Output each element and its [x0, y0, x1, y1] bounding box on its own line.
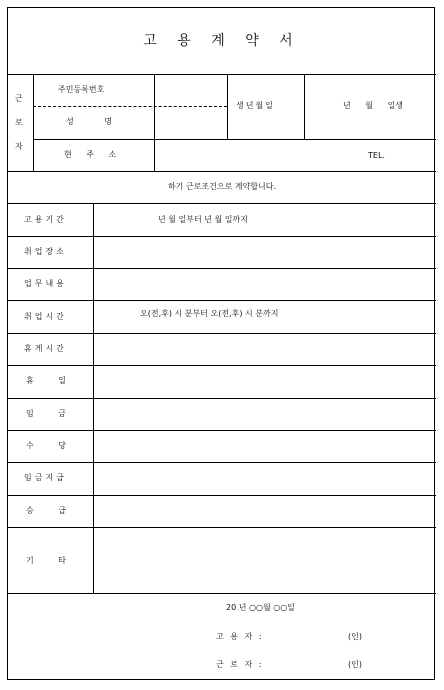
worker-seal: (인) [348, 660, 362, 669]
divider [304, 74, 305, 139]
divider [8, 171, 436, 172]
worker-label-2: 로 [15, 118, 23, 127]
tel-label: TEL. [368, 151, 385, 160]
divider [154, 74, 155, 171]
id-number-label: 주민등록번호 [58, 85, 105, 94]
row-label-others: 기 타 [26, 556, 66, 565]
divider [8, 268, 436, 269]
agreement-text: 하기 근로조건으로 계약합니다. [167, 182, 277, 191]
row-label-employment-period: 고용기간 [24, 215, 67, 224]
row-label-holidays: 휴 일 [26, 376, 66, 385]
employer-seal: (인) [348, 632, 362, 641]
divider [8, 365, 436, 366]
row-label-wage-payment: 임금지급 [24, 473, 67, 482]
divider [33, 106, 227, 107]
divider [8, 462, 436, 463]
divider [227, 74, 228, 139]
divider [8, 333, 436, 334]
address-label: 현 주 소 [64, 150, 117, 159]
name-label: 성 명 [66, 117, 112, 126]
birth-label: 생년월일 [236, 101, 275, 110]
divider [8, 203, 436, 204]
row-label-working-hours: 취업시간 [24, 312, 67, 321]
row-label-allowance: 수 당 [26, 441, 66, 450]
row-label-workplace: 취업장소 [24, 247, 67, 256]
divider [8, 74, 436, 75]
row-label-break-time: 휴게시간 [24, 344, 67, 353]
divider [8, 300, 436, 301]
contract-form [7, 7, 435, 680]
divider [33, 139, 436, 140]
divider [8, 236, 436, 237]
row-label-promotion: 승 급 [26, 506, 66, 515]
row-label-job-description: 업무내용 [24, 279, 67, 288]
worker-sign-label: 근 로 자 : [216, 660, 262, 669]
divider [33, 74, 34, 171]
employer-label: 고 용 자 : [216, 632, 262, 641]
divider [8, 593, 436, 594]
row-value-working-hours: 오(전,후) 시 분부터 오(전,후) 시 분까지 [140, 309, 279, 318]
contract-date: 20 년 ○○월 ○○일 [226, 603, 295, 612]
row-value-employment-period: 년 월 일부터 년 월 일까지 [158, 215, 248, 224]
worker-label-1: 근 [15, 94, 23, 103]
worker-label-3: 자 [15, 142, 23, 151]
row-label-wages: 임 금 [26, 409, 66, 418]
document-title: 고 용 계 약 서 [143, 33, 301, 49]
divider [8, 398, 436, 399]
divider [8, 495, 436, 496]
divider [8, 527, 436, 528]
divider [8, 430, 436, 431]
birth-value: 년 월 일생 [343, 101, 403, 110]
